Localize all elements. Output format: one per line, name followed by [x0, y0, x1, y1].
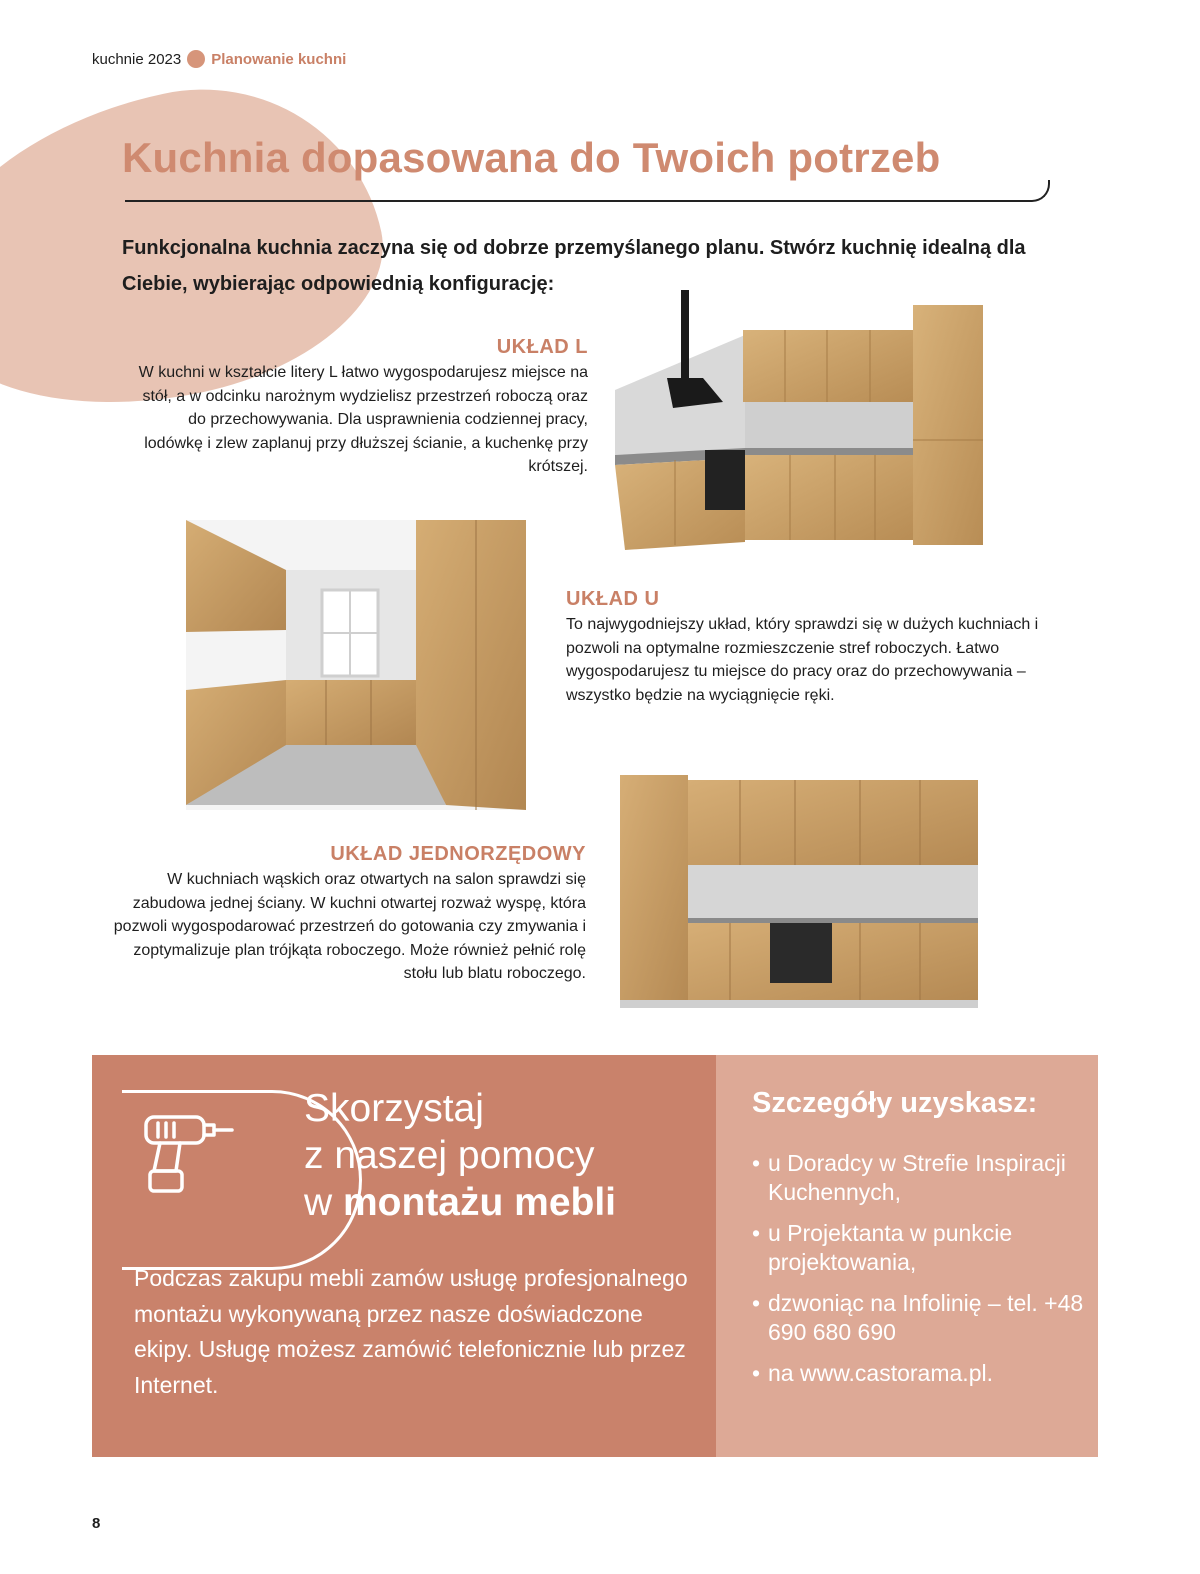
- promo-title-line3-prefix: w: [304, 1181, 343, 1224]
- details-item-hotline: • dzwoniąc na Infolinię – tel. +48 690 680 690: [752, 1289, 1092, 1347]
- details-item-website[interactable]: • na www.castorama.pl.: [752, 1359, 1092, 1388]
- layout-u-text: To najwygodniejszy układ, który sprawdzi się w dużych kuchniach i pozwoli na optymalne rozmieszczenie stref roboczych. Łatwo wygospodarujesz tu miejsce do pracy oraz do przechowywania – wszystko będzie na wyciągnięcie ręki.: [566, 616, 1039, 704]
- layout-l-section: [130, 336, 588, 479]
- layout-single-row-text: W kuchniach wąskich oraz otwartych na salon sprawdzi się zabudowa jednej ściany. W kuchni otwartej rozważ wyspę, która pozwoli wygospodarować przestrzeń do gotowania czy zmywania i zoptymalizuje plan trójkąta roboczego. Może również pełnić rolę stołu lub blatu roboczego.: [113, 871, 586, 982]
- layout-l-text: W kuchni w kształcie litery L łatwo wygospodarujesz miejsce na stół, a w odcinku narożnym wydzielisz przestrzeń roboczą oraz do przechowywania. Dla usprawnienia codziennej pracy, lodówkę i zlew zaplanuj przy dłuższej ścianie, a kuchenkę przy krótszej.: [138, 364, 588, 475]
- breadcrumb-dot-icon: [187, 50, 205, 68]
- promo-title-line3-bold: montażu mebli: [343, 1181, 617, 1224]
- kitchen-l-image: [615, 290, 985, 552]
- title-underline: [125, 180, 1050, 202]
- details-list: [752, 1149, 1092, 1400]
- promo-title: [304, 1085, 616, 1226]
- layout-u-section: [566, 588, 1046, 707]
- layout-u-heading: UKŁAD U: [566, 588, 660, 610]
- drill-icon: [140, 1113, 240, 1197]
- kitchen-single-row-image: [620, 770, 980, 1015]
- promo-title-line3: [304, 1179, 616, 1226]
- layout-single-row-section: [110, 843, 586, 986]
- promo-panel: [92, 1055, 716, 1457]
- assembly-promo-box: [92, 1055, 1098, 1457]
- layout-l-heading: UKŁAD L: [496, 336, 588, 358]
- breadcrumb: [92, 50, 346, 68]
- page-number: 8: [92, 1515, 101, 1532]
- kitchen-u-image: [186, 520, 526, 810]
- promo-title-line2: z naszej pomocy: [304, 1134, 595, 1177]
- breadcrumb-section: Planowanie kuchni: [211, 50, 347, 68]
- layout-single-row-heading: UKŁAD JEDNORZĘDOWY: [330, 843, 586, 865]
- promo-text: Podczas zakupu mebli zamów usługę profesjonalnego montażu wykonywaną przez nasze doświadczone ekipy. Usługę możesz zamówić telefonicznie lub przez Internet.: [134, 1265, 688, 1398]
- breadcrumb-year: kuchnie 2023: [92, 50, 182, 68]
- details-title: Szczegóły uzyskasz:: [752, 1087, 1038, 1119]
- details-panel: [716, 1055, 1098, 1457]
- intro-text: Funkcjonalna kuchnia zaczyna się od dobrze przemyślanego planu. Stwórz kuchnię idealną dla Ciebie, wybierając odpowiednią konfigurację:: [122, 237, 1026, 295]
- details-item-advisor: • u Doradcy w Strefie Inspiracji Kuchennych,: [752, 1149, 1092, 1207]
- promo-title-line1: Skorzystaj: [304, 1087, 484, 1130]
- page-title: Kuchnia dopasowana do Twoich potrzeb: [122, 134, 941, 181]
- details-item-designer: • u Projektanta w punkcie projektowania,: [752, 1219, 1092, 1277]
